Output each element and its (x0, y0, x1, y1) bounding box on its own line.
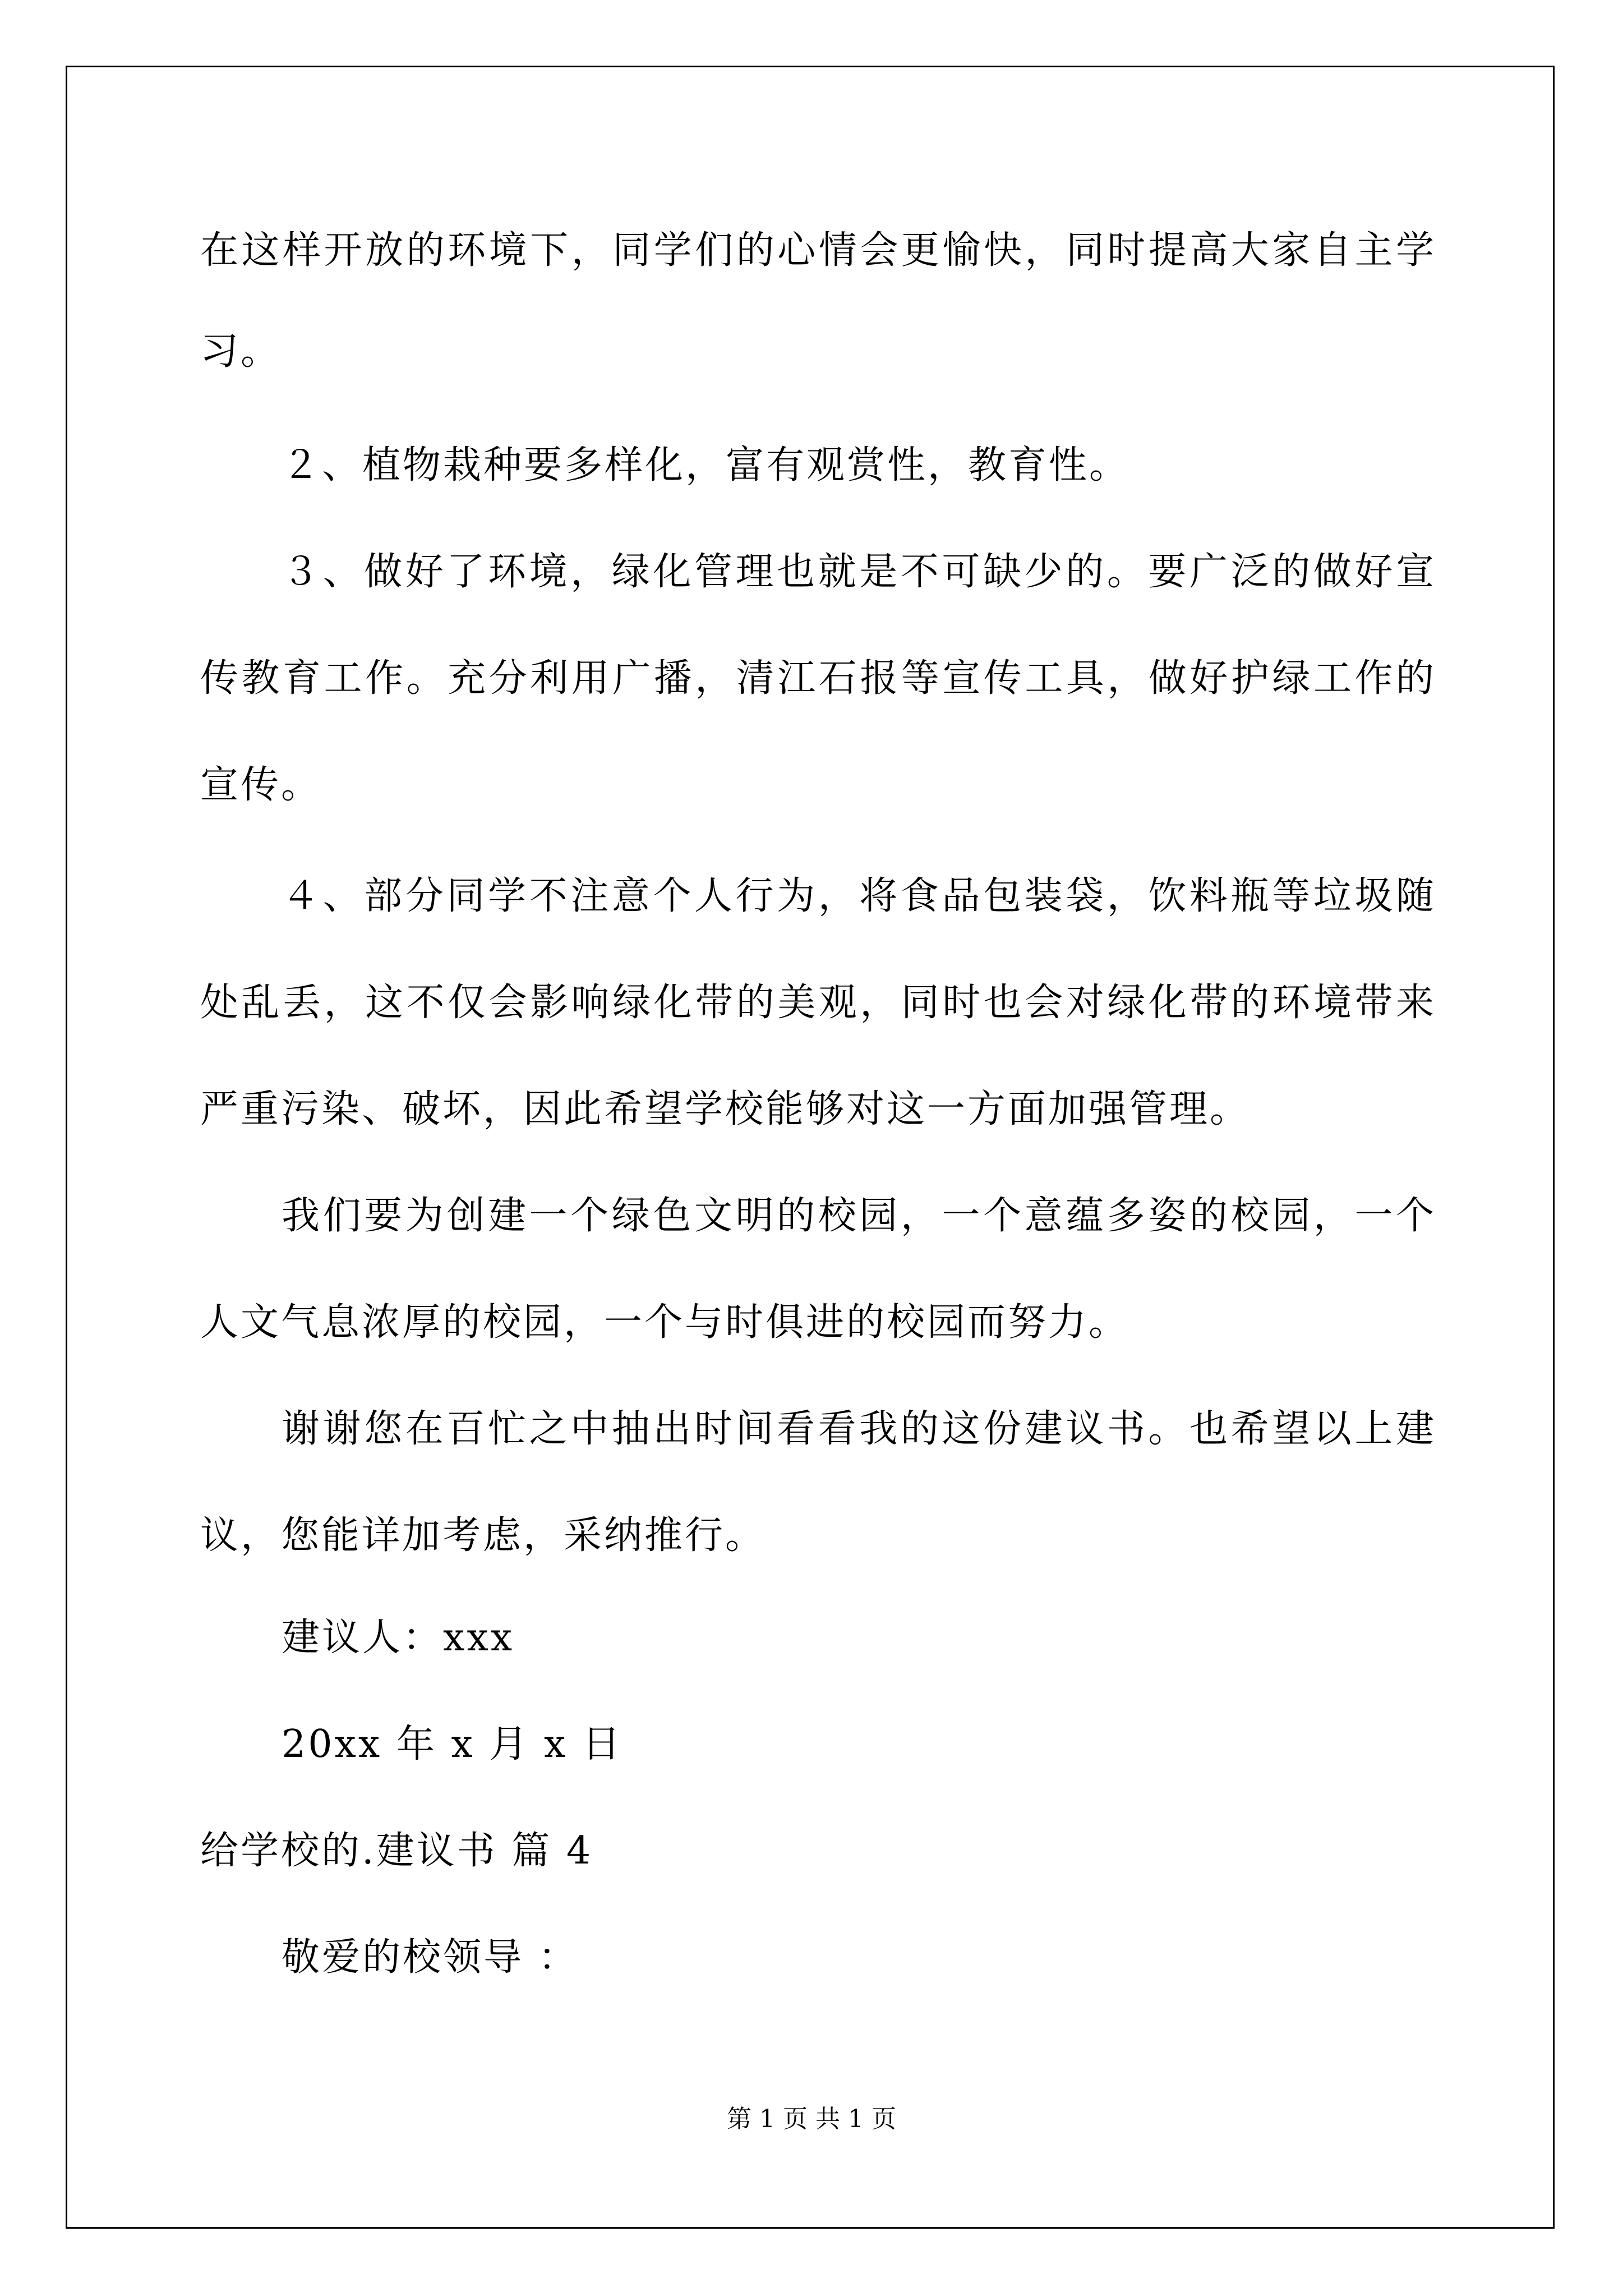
page-frame (66, 66, 1555, 2229)
paragraph-line: 在这样开放的环境下，同学们的心情会更愉快，同时提高大家自主学 (200, 228, 1434, 273)
paragraph-line: 人文气息浓厚的校园，一个与时俱进的校园而努力。 (200, 1300, 1129, 1345)
proposer-line: 建议人：xxx (282, 1616, 515, 1660)
page-footer: 第 1 页 共 1 页 (727, 2105, 896, 2133)
list-item-2: ２、植物栽种要多样化，富有观赏性，教育性。 (282, 443, 1130, 487)
paragraph-line: 处乱丢，这不仅会影响绿化带的美观，同时也会对绿化带的环境带来 (200, 981, 1434, 1025)
section-heading: 给学校的.建议书 篇 4 (200, 1829, 593, 1873)
salutation-line: 敬爱的校领导 ： (282, 1935, 579, 1980)
list-item-4: ４、部分同学不注意个人行为，将食品包装袋，饮料瓶等垃圾随 (282, 874, 1434, 918)
paragraph-line: 宣传。 (200, 763, 322, 807)
paragraph-line: 习。 (200, 329, 282, 374)
list-item-3: ３、做好了环境，绿化管理也就是不可缺少的。要广泛的做好宣 (282, 550, 1434, 594)
paragraph-line: 严重污染、破坏，因此希望学校能够对这一方面加强管理。 (200, 1087, 1251, 1131)
paragraph-line: 传教育工作。充分利用广播，清江石报等宣传工具，做好护绿工作的 (200, 656, 1434, 701)
date-line: 20xx 年 x 月 x 日 (282, 1722, 623, 1766)
paragraph-line: 议，您能详加考虑，采纳推行。 (200, 1513, 766, 1558)
paragraph-line: 我们要为创建一个绿色文明的校园，一个意蕴多姿的校园，一个 (282, 1194, 1434, 1238)
paragraph-line: 谢谢您在百忙之中抽出时间看看我的这份建议书。也希望以上建 (282, 1407, 1434, 1451)
